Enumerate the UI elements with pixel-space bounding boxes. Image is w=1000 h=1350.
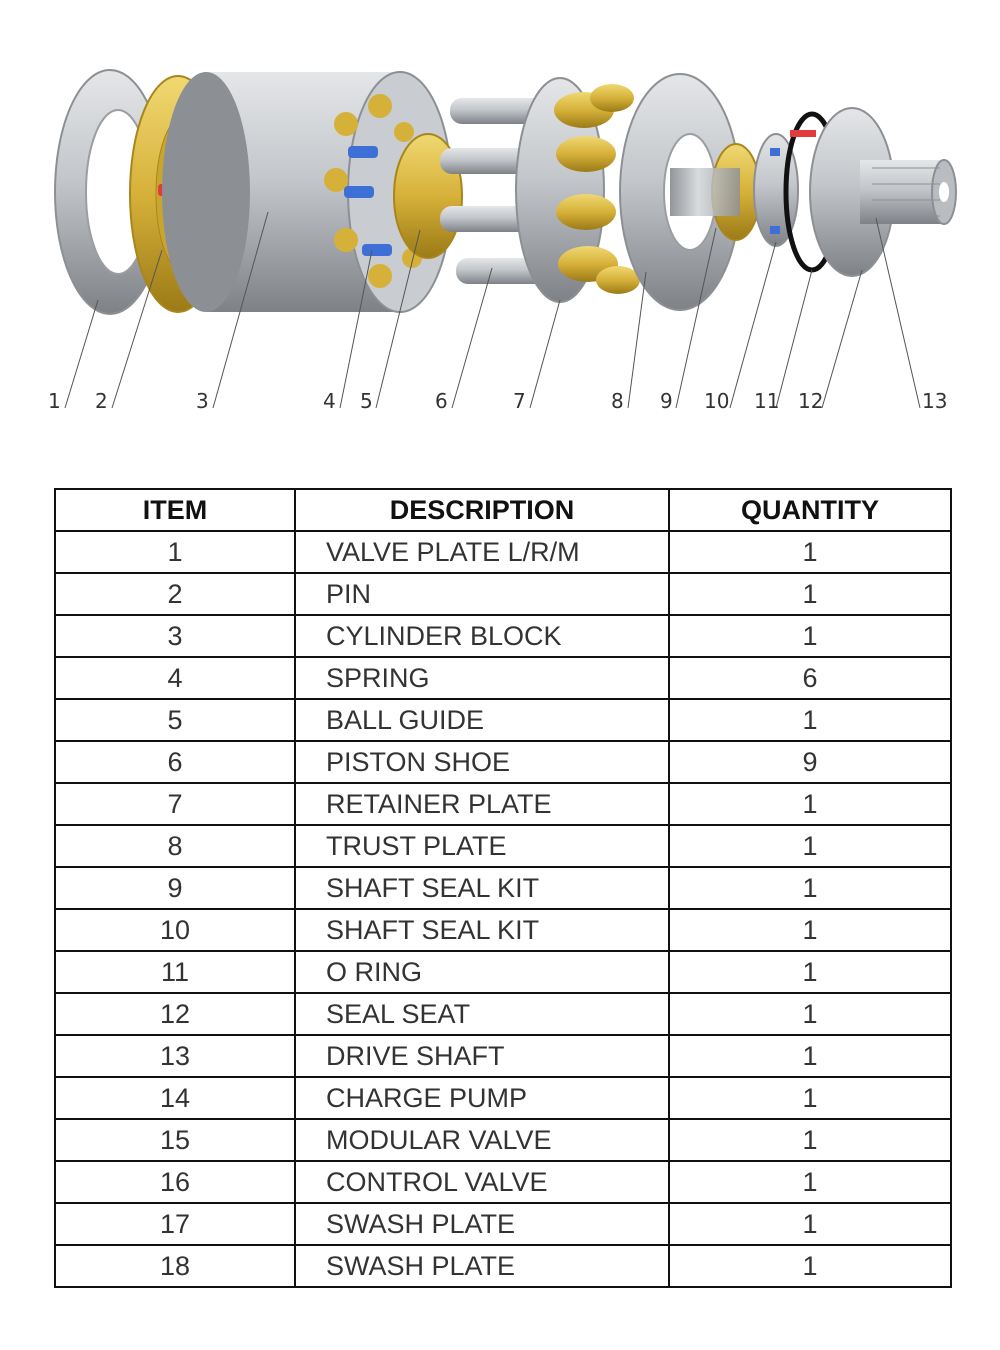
- cell-quantity: 1: [669, 1119, 951, 1161]
- callout-2: 2: [95, 389, 108, 413]
- cell-item: 16: [55, 1161, 295, 1203]
- table-row: [55, 909, 951, 951]
- cell-item: 2: [55, 573, 295, 615]
- cell-item: 12: [55, 993, 295, 1035]
- cell-description: VALVE PLATE L/R/M: [295, 531, 669, 573]
- table-row: [55, 699, 951, 741]
- cell-item: 15: [55, 1119, 295, 1161]
- cell-description: SEAL SEAT: [295, 993, 669, 1035]
- table-row: [55, 1161, 951, 1203]
- cell-quantity: 1: [669, 867, 951, 909]
- callout-9: 9: [660, 389, 673, 413]
- callout-labels: [48, 389, 947, 413]
- table-row: [55, 783, 951, 825]
- cell-description: SHAFT SEAL KIT: [295, 909, 669, 951]
- cell-quantity: 1: [669, 531, 951, 573]
- cell-quantity: 1: [669, 1203, 951, 1245]
- header-item: ITEM: [55, 489, 295, 531]
- exploded-parts-diagram: [0, 0, 1000, 440]
- cell-description: DRIVE SHAFT: [295, 1035, 669, 1077]
- cell-quantity: 9: [669, 741, 951, 783]
- cell-quantity: 1: [669, 1035, 951, 1077]
- cell-description: SHAFT SEAL KIT: [295, 867, 669, 909]
- table-row: [55, 615, 951, 657]
- table-row: [55, 825, 951, 867]
- cell-description: CYLINDER BLOCK: [295, 615, 669, 657]
- table-row: [55, 993, 951, 1035]
- cell-description: SWASH PLATE: [295, 1203, 669, 1245]
- cell-description: CONTROL VALVE: [295, 1161, 669, 1203]
- cell-item: 14: [55, 1077, 295, 1119]
- cell-quantity: 1: [669, 783, 951, 825]
- cell-item: 6: [55, 741, 295, 783]
- cell-description: O RING: [295, 951, 669, 993]
- table-row: [55, 1245, 951, 1287]
- cell-item: 11: [55, 951, 295, 993]
- callout-5: 5: [360, 389, 373, 413]
- cell-description: MODULAR VALVE: [295, 1119, 669, 1161]
- cell-item: 3: [55, 615, 295, 657]
- table-row: [55, 1035, 951, 1077]
- callout-3: 3: [196, 389, 209, 413]
- header-description: DESCRIPTION: [295, 489, 669, 531]
- table-row: [55, 573, 951, 615]
- cell-item: 10: [55, 909, 295, 951]
- cell-description: TRUST PLATE: [295, 825, 669, 867]
- table-row: [55, 657, 951, 699]
- callout-13: 13: [922, 389, 948, 413]
- table-row: [55, 951, 951, 993]
- callout-10: 10: [704, 389, 730, 413]
- table-row: [55, 1203, 951, 1245]
- cell-item: 17: [55, 1203, 295, 1245]
- cell-item: 7: [55, 783, 295, 825]
- cell-item: 4: [55, 657, 295, 699]
- cell-description: SWASH PLATE: [295, 1245, 669, 1287]
- cell-item: 13: [55, 1035, 295, 1077]
- table-row: [55, 867, 951, 909]
- table-header-row: [55, 489, 951, 531]
- cell-description: SPRING: [295, 657, 669, 699]
- cell-description: RETAINER PLATE: [295, 783, 669, 825]
- table-row: [55, 1077, 951, 1119]
- cell-quantity: 1: [669, 825, 951, 867]
- cell-quantity: 6: [669, 657, 951, 699]
- cell-description: BALL GUIDE: [295, 699, 669, 741]
- cell-item: 8: [55, 825, 295, 867]
- cell-quantity: 1: [669, 909, 951, 951]
- callout-7: 7: [513, 389, 526, 413]
- cell-description: PIN: [295, 573, 669, 615]
- cell-item: 9: [55, 867, 295, 909]
- cell-description: CHARGE PUMP: [295, 1077, 669, 1119]
- cell-item: 5: [55, 699, 295, 741]
- cell-item: 1: [55, 531, 295, 573]
- drive-shaft-part: [860, 160, 956, 224]
- cell-quantity: 1: [669, 1245, 951, 1287]
- cell-quantity: 1: [669, 615, 951, 657]
- table-row: [55, 741, 951, 783]
- cell-description: PISTON SHOE: [295, 741, 669, 783]
- cell-quantity: 1: [669, 1161, 951, 1203]
- header-quantity: QUANTITY: [669, 489, 951, 531]
- cell-quantity: 1: [669, 699, 951, 741]
- table-row: [55, 531, 951, 573]
- callout-1: 1: [48, 389, 61, 413]
- table-row: [55, 1119, 951, 1161]
- cell-quantity: 1: [669, 573, 951, 615]
- callout-12: 12: [798, 389, 824, 413]
- parts-list-table: [54, 488, 952, 1288]
- callout-8: 8: [611, 389, 624, 413]
- callout-11: 11: [754, 389, 780, 413]
- cell-quantity: 1: [669, 1077, 951, 1119]
- cell-quantity: 1: [669, 993, 951, 1035]
- callout-6: 6: [435, 389, 448, 413]
- cell-quantity: 1: [669, 951, 951, 993]
- cell-item: 18: [55, 1245, 295, 1287]
- callout-4: 4: [323, 389, 336, 413]
